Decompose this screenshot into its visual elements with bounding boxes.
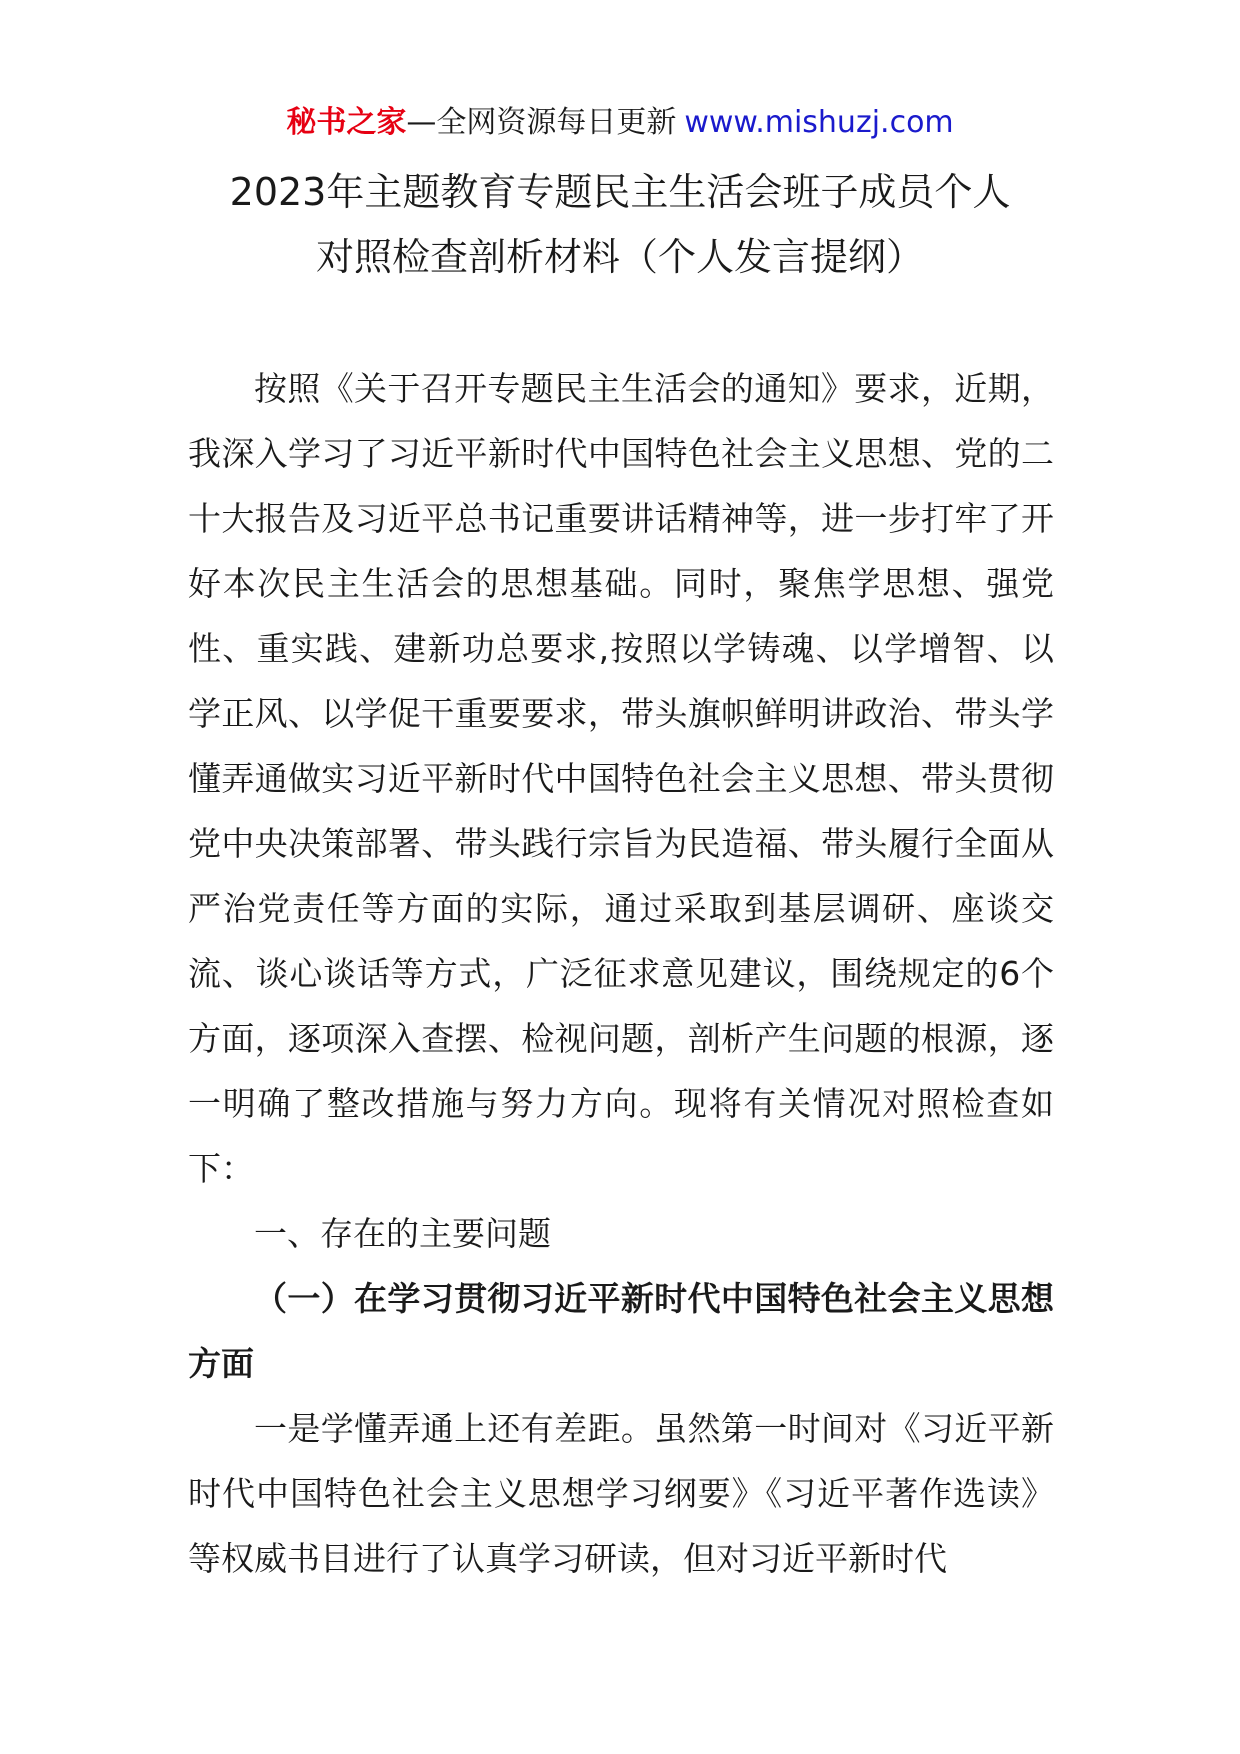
intro-paragraph: 按照《关于召开专题民主生活会的通知》要求，近期，我深入学习了习近平新时代中国特色社会主义思想、党的二十大报告及习近平总书记重要讲话精神等，进一步打牢了开好本次民主生活会的思想基础。同时，聚焦学思想、强党性、重实践、建新功总要求,按照以学铸魂、以学增智、以学正风、以学促干重要要求，带头旗帜鲜明讲政治、带头学懂弄通做实习近平新时代中国特色社会主义思想、带头贯彻党中央决策部署、带头践行宗旨为民造福、带头履行全面从严治党责任等方面的实际，通过采取到基层调研、座谈交流、谈心谈话等方式，广泛征求意见建议，围绕规定的6个方面，逐项深入查摆、检视问题，剖析产生问题的根源，逐一明确了整改措施与努力方向。现将有关情况对照检查如下： [188, 369, 1054, 1188]
subsection-heading-1: （一）在学习贯彻习近平新时代中国特色社会主义思想方面 [188, 1279, 1054, 1383]
document-body [188, 356, 1054, 1591]
site-url-link[interactable]: www.mishuzj.com [684, 105, 954, 140]
header-slogan: —全网资源每日更新 [406, 105, 677, 140]
document-title-line-1: 2023年主题教育专题民主生活会班子成员个人 [229, 170, 1011, 214]
site-header [0, 100, 1240, 146]
document-title-line-2: 对照检查剖析材料（个人发言提纲） [315, 235, 924, 279]
section-heading-1: 一、存在的主要问题 [254, 1214, 551, 1253]
brand-name: 秘书之家 [286, 105, 407, 140]
point-paragraph-1: 一是学懂弄通上还有差距。虽然第一时间对《习近平新时代中国特色社会主义思想学习纲要》《习近平著作选读》等权威书目进行了认真学习研读，但对习近平新时代 [188, 1409, 1054, 1578]
